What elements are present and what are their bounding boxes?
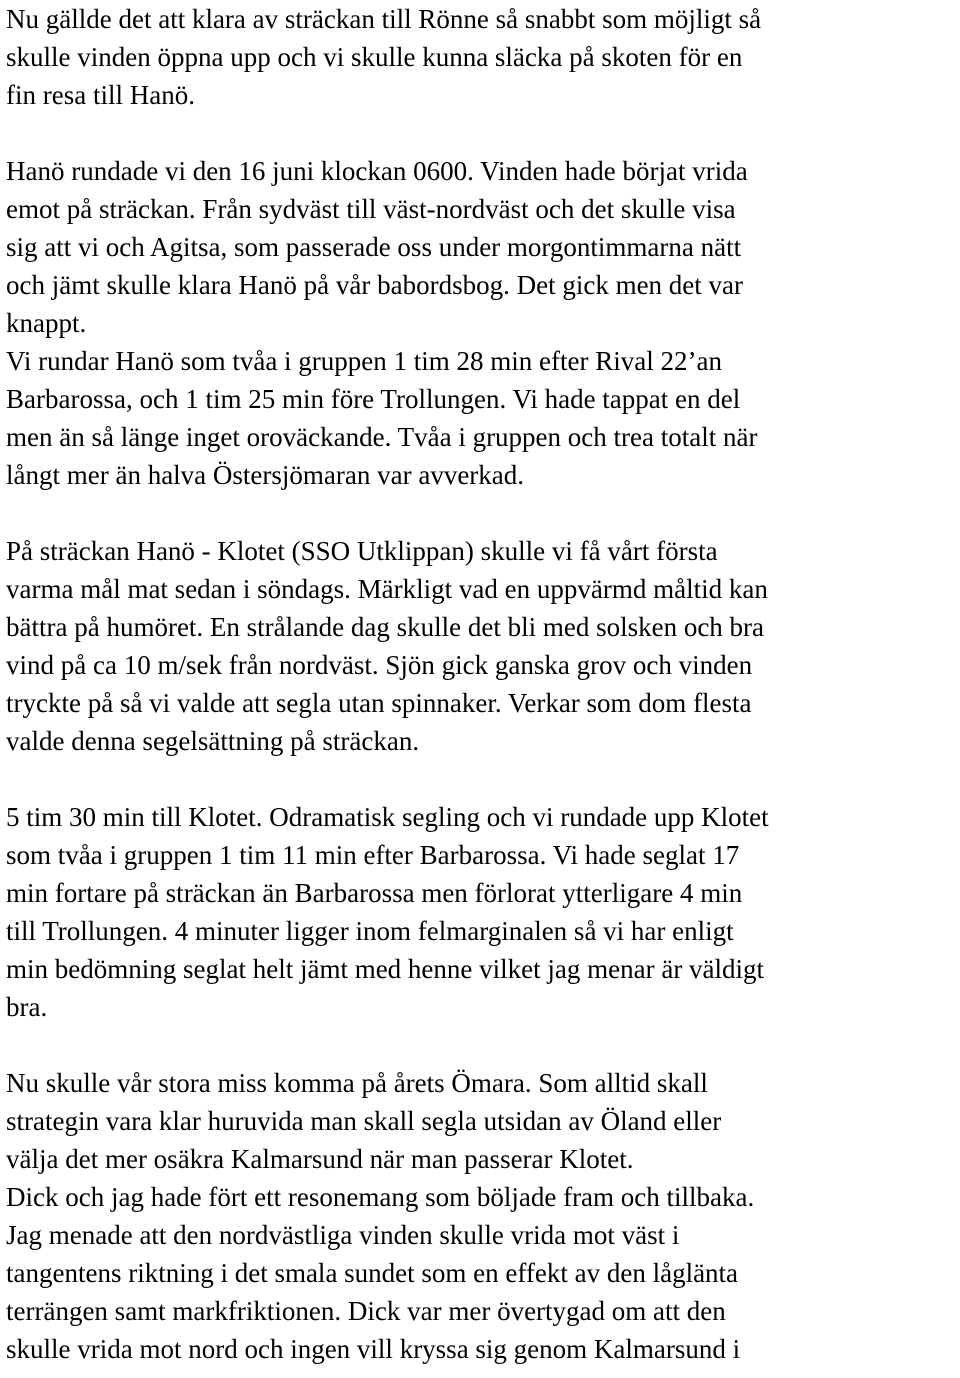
text-line-6: emot på sträckan. Från sydväst till väst-nordväst och det skulle visa	[6, 194, 736, 224]
text-line-25: till Trollungen. 4 minuter ligger inom felmarginalen så vi har enligt	[6, 916, 734, 946]
text-line-34: tangentens riktning i det smala sundet som en effekt av den låglänta	[6, 1258, 739, 1288]
text-line-20: valde denna segelsättning på sträckan.	[6, 726, 420, 756]
text-line-35: terrängen samt markfriktionen. Dick var mer övertygad om att den	[6, 1296, 726, 1326]
text-line-8: och jämt skulle klara Hanö på vår babordsbog. Det gick men det var	[6, 270, 744, 300]
text-line-23: som tvåa i gruppen 1 tim 11 min efter Barbarossa. Vi hade seglat 17	[6, 840, 740, 870]
text-line-29: Nu skulle vår stora miss komma på årets Ömara. Som alltid skall	[6, 1068, 708, 1098]
text-line-31: välja det mer osäkra Kalmarsund när man passerar Klotet.	[6, 1144, 634, 1174]
text-line-15: På sträckan Hanö - Klotet (SSO Utklippan) skulle vi få vårt första	[6, 536, 718, 566]
text-line-18: vind på ca 10 m/sek från nordväst. Sjön gick ganska grov och vinden	[6, 650, 753, 680]
text-line-22: 5 tim 30 min till Klotet. Odramatisk segling och vi rundade upp Klotet	[6, 802, 769, 832]
text-line-5: Hanö rundade vi den 16 juni klockan 0600. Vinden hade börjat vrida	[6, 156, 748, 186]
text-line-33: Jag menade att den nordvästliga vinden skulle vrida mot väst i	[6, 1220, 680, 1250]
text-line-1: Nu gällde det att klara av sträckan till Rönne så snabbt som möjligt så	[6, 4, 762, 34]
text-line-17: bättra på humöret. En strålande dag skulle det bli med solsken och bra	[6, 612, 765, 642]
text-line-24: min fortare på sträckan än Barbarossa men förlorat ytterligare 4 min	[6, 878, 743, 908]
text-line-36: skulle vrida mot nord och ingen vill kryssa sig genom Kalmarsund i	[6, 1334, 741, 1364]
text-line-11: Barbarossa, och 1 tim 25 min före Trollungen. Vi hade tappat en del	[6, 384, 741, 414]
text-line-26: min bedömning seglat helt jämt med henne vilket jag menar är väldigt	[6, 954, 765, 984]
text-line-3: fin resa till Hanö.	[6, 80, 195, 110]
text-line-10: Vi rundar Hanö som tvåa i gruppen 1 tim 28 min efter Rival 22’an	[6, 346, 722, 376]
text-line-27: bra.	[6, 992, 48, 1022]
text-line-32: Dick och jag hade fört ett resonemang som böljade fram och tillbaka.	[6, 1182, 755, 1212]
text-line-12: men än så länge inget oroväckande. Tvåa i gruppen och trea totalt när	[6, 422, 758, 452]
text-line-19: tryckte på så vi valde att segla utan spinnaker. Verkar som dom flesta	[6, 688, 752, 718]
text-line-7: sig att vi och Agitsa, som passerade oss under morgontimmarna nätt	[6, 232, 742, 262]
text-line-30: strategin vara klar huruvida man skall segla utsidan av Öland eller	[6, 1106, 722, 1136]
text-line-2: skulle vinden öppna upp och vi skulle kunna släcka på skoten för en	[6, 42, 743, 72]
text-line-13: långt mer än halva Östersjömaran var avverkad.	[6, 460, 525, 490]
text-line-16: varma mål mat sedan i söndags. Märkligt vad en uppvärmd måltid kan	[6, 574, 768, 604]
text-line-9: knappt.	[6, 308, 87, 338]
